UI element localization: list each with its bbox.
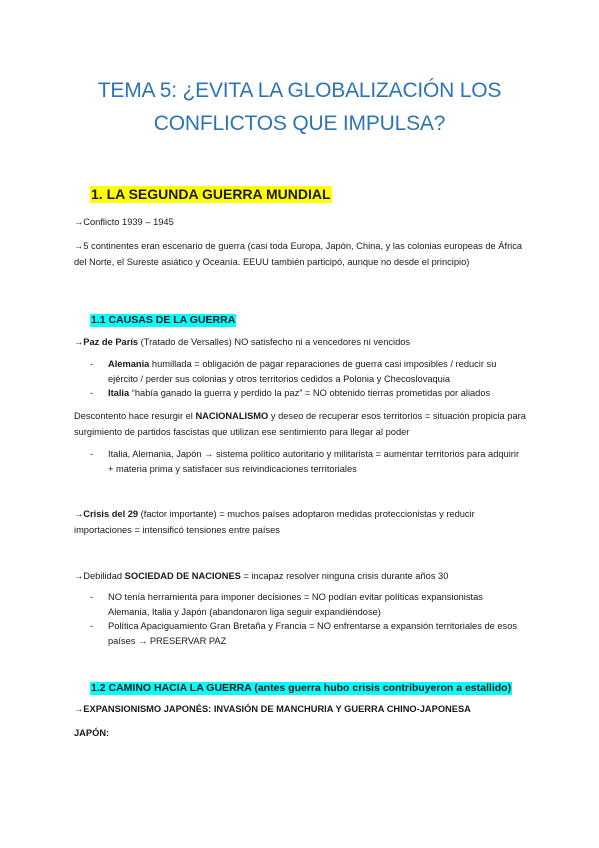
paragraph-sociedad-naciones bbox=[74, 568, 526, 584]
list-item-alemania bbox=[90, 357, 526, 386]
nacionalismo-rest: y deseo de recuperar esos territorios = situación propicia para surgimiento de partidos fascistas que utilizan ese sentimiento para llegar al poder bbox=[74, 411, 526, 437]
paragraph-conflict-dates: →Conflicto 1939 – 1945 bbox=[74, 217, 174, 227]
list-item-italia bbox=[90, 386, 526, 401]
paragraph-continents: →5 continentes eran escenario de guerra (casi toda Europa, Japón, China, y las colonias europeas de África del Norte, el Sureste asiático y Oceanía. EEUU también participó, aunque no desde el principio) bbox=[74, 241, 523, 267]
list-item-regimes bbox=[90, 447, 526, 476]
regimes-text: Italia, Alemania, Japón → sistema político autoritario y militarista = aumentar territorios para adquirir + materia prima y satisfacer sus reivindicaciones territoriales bbox=[108, 449, 520, 474]
nacionalismo-pre: Descontento hace resurgir el bbox=[74, 411, 196, 421]
title-line-1: TEMA 5: ¿EVITA LA GLOBALIZACIÓN LOS bbox=[97, 79, 502, 102]
paragraph-paz-paris bbox=[74, 334, 526, 350]
paz-paris-rest: (Tratado de Versalles) NO satisfecho ni a vencedores ni vencidos bbox=[138, 337, 411, 347]
alemania-bold: Alemania bbox=[108, 359, 150, 369]
section-1-1-heading: 1.1 CAUSAS DE LA GUERRA bbox=[91, 314, 236, 326]
alemania-rest: humillada = obligación de pagar reparaciones de guerra casi imposibles / reducir su ejército / perder sus colonias y otros territorios cedidos a Polonia y Checoslovaquia bbox=[108, 359, 497, 384]
section-1-2-heading: 1.2 CAMINO HACIA LA GUERRA (antes guerra hubo crisis contribuyeron a estallido) bbox=[91, 682, 512, 694]
paragraph-expansionismo bbox=[74, 701, 526, 717]
nacionalismo-bold: NACIONALISMO bbox=[195, 411, 269, 421]
sociedad-bold: SOCIEDAD DE NACIONES bbox=[124, 571, 241, 581]
paragraph-nacionalismo bbox=[74, 408, 526, 440]
expansionismo-bold: EXPANSIONISMO JAPONÉS: INVASIÓN DE MANCHURIA Y GUERRA CHINO-JAPONESA bbox=[83, 704, 471, 714]
crisis-29-rest: (factor importante) = muchos países adoptaron medidas proteccionistas y reducir importaciones = intensificó tensiones entre países bbox=[74, 509, 475, 535]
paragraph-japon-label: JAPÓN: bbox=[74, 728, 110, 738]
arrow-glyph: → bbox=[74, 337, 84, 347]
crisis-29-bold: Crisis del 29 bbox=[83, 509, 139, 519]
list-item-apaciguamiento bbox=[90, 619, 526, 648]
paragraph-crisis-29 bbox=[74, 506, 526, 538]
arrow-glyph: → bbox=[74, 704, 84, 714]
bullet-dash: - bbox=[90, 359, 94, 369]
bullet-dash: - bbox=[90, 449, 94, 459]
sociedad-rest: = incapaz resolver ninguna crisis durante años 30 bbox=[240, 571, 449, 581]
bullet-dash: - bbox=[90, 592, 94, 602]
bullet-dash: - bbox=[90, 388, 94, 398]
bullet-dash: - bbox=[90, 621, 94, 631]
list-item-no-herramienta bbox=[90, 590, 526, 619]
section-1-heading: 1. LA SEGUNDA GUERRA MUNDIAL bbox=[91, 186, 331, 202]
arrow-glyph: → bbox=[74, 509, 84, 519]
title-line-2: CONFLICTOS QUE IMPULSA? bbox=[153, 112, 446, 135]
no-herramienta-text: NO tenía herramienta para imponer decisiones = NO podían evitar políticas expansionistas Alemania, Italia y Japón (abandonaron liga seguir expandiéndose) bbox=[108, 592, 483, 617]
paz-paris-bold: Paz de París bbox=[83, 337, 139, 347]
sociedad-pre: →Debilidad bbox=[74, 571, 125, 581]
apaciguamiento-text: Política Apaciguamiento Gran Bretaña y Francia = NO enfrentarse a expansión territoriales de esos países → PRESERVAR PAZ bbox=[108, 621, 518, 646]
italia-rest: “había ganado la guerra y perdido la paz” = NO obtenido tierras prometidas por aliados bbox=[129, 388, 491, 398]
italia-bold: Italia bbox=[108, 388, 130, 398]
document-title bbox=[0, 74, 599, 140]
